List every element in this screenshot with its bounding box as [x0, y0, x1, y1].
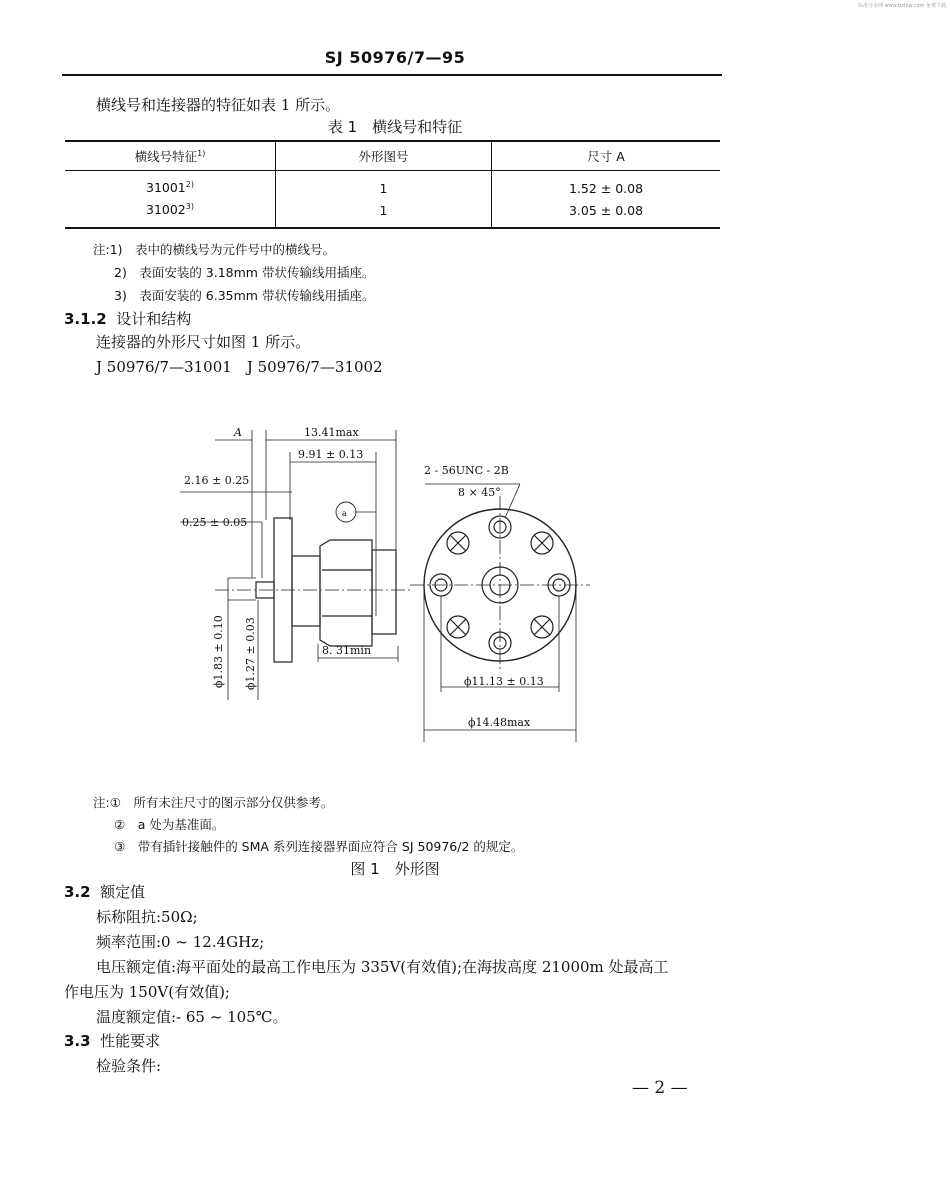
figure-note-1: 注:① 所有未注尺寸的图示部分仅供参考。 — [93, 795, 334, 810]
section-3-1-2-heading: 3.1.2 设计和结构 — [64, 310, 192, 328]
table-row: 31002$^{3)}$ 1 3.05 ± 0.08 — [65, 199, 720, 228]
datum-a: a — [342, 509, 347, 518]
section-3-2-heading: 3.2 额定值 — [64, 883, 146, 901]
dim-dia-11-13: ϕ11.13 ± 0.13 — [464, 675, 544, 688]
table-note-3: 3) 表面安装的 6.35mm 带状传输线用插座。 — [114, 288, 375, 303]
section-3-3-heading: 3.3 性能要求 — [64, 1032, 161, 1050]
part-numbers: J 50976/7—31001 J 50976/7—31002 — [96, 358, 383, 376]
dim-8-31: 8. 31min — [322, 644, 372, 657]
impedance: 标称阻抗:50Ω; — [96, 908, 198, 926]
voltage-rating-line1: 电压额定值:海平面处的最高工作电压为 335V(有效值);在海拔高度 21000m 处最高工 — [96, 958, 669, 976]
thread-spec: 2 - 56UNC - 2B — [424, 464, 509, 477]
inspection-conditions: 检验条件: — [96, 1057, 162, 1075]
table-row: 31001$^{2)}$ 1 1.52 ± 0.08 — [65, 171, 720, 200]
dim-9-91: 9.91 ± 0.13 — [298, 448, 364, 461]
table-1 — [65, 140, 720, 229]
header-rule — [62, 74, 722, 76]
dim-13-41: 13.41max — [304, 426, 359, 439]
outline-drawing — [0, 400, 950, 780]
table-header-col1: 横线号特征$^{1)}$ — [65, 141, 276, 171]
table-caption: 表 1 横线号和特征 — [327, 118, 463, 136]
voltage-rating-line2: 作电压为 150V(有效值); — [64, 983, 230, 1001]
intro-text: 横线号和连接器的特征如表 1 所示。 — [96, 96, 341, 114]
table-header-col3: 尺寸 A — [492, 141, 721, 171]
body — [292, 556, 320, 626]
temperature-rating: 温度额定值:- 65 ~ 105℃。 — [96, 1008, 288, 1026]
document-header: SJ 50976/7—95 — [324, 48, 466, 67]
chamfer-spec: 8 × 45° — [458, 486, 501, 499]
dim-a: A — [234, 426, 242, 439]
table-note-2: 2) 表面安装的 3.18mm 带状传输线用插座。 — [114, 265, 375, 280]
watermark: 标准分享网 www.bzfxw.com 免费下载 — [858, 3, 946, 9]
table-header-col2: 外形图号 — [276, 141, 492, 171]
dim-dia-1-27: ϕ1.27 ± 0.03 — [244, 617, 257, 690]
dim-dia-14-48: ϕ14.48max — [468, 716, 531, 729]
section-3-1-2-text: 连接器的外形尺寸如图 1 所示。 — [96, 333, 311, 351]
figure-note-2: ② a 处为基准面。 — [114, 817, 225, 832]
figure-caption: 图 1 外形图 — [350, 860, 440, 878]
dim-2-16: 2.16 ± 0.25 — [184, 474, 250, 487]
table-note-1: 注:1) 表中的横线号为元件号中的横线号。 — [93, 242, 336, 257]
dim-dia-1-83: ϕ1.83 ± 0.10 — [212, 615, 225, 688]
hex-nut — [320, 540, 372, 646]
dim-0-25: 0.25 ± 0.05 — [182, 516, 248, 529]
frequency-range: 频率范围:0 ~ 12.4GHz; — [96, 933, 265, 951]
figure-note-3: ③ 带有插针接触件的 SMA 系列连接器界面应符合 SJ 50976/2 的规定。 — [114, 839, 524, 854]
page-number: — 2 — — [632, 1078, 688, 1098]
